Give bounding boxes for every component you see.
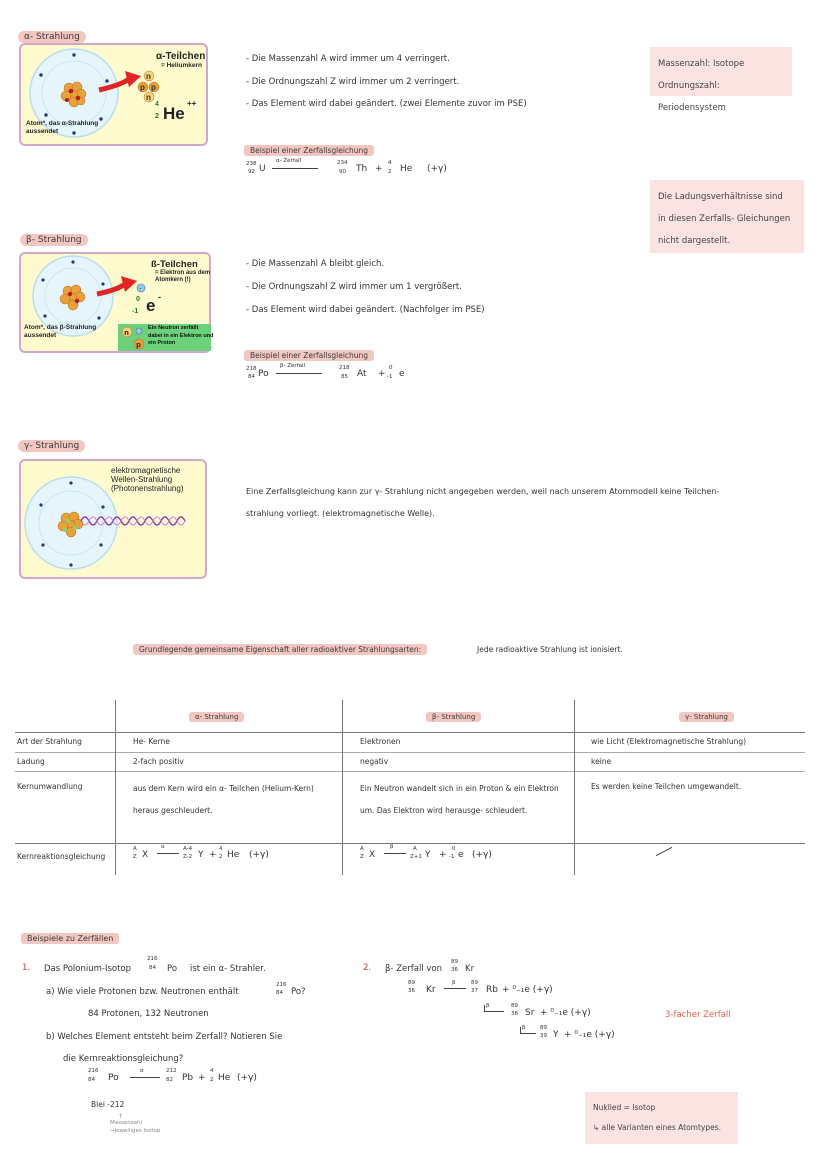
example-2-line-2 bbox=[482, 1003, 632, 1025]
example-2-side-note: 3-facher Zerfall bbox=[665, 1010, 731, 1020]
eq-mass: 0 bbox=[389, 365, 393, 371]
gamma-text-line-1: Eine Zerfallsgleichung kann zur γ- Strahlung nicht angegeben werden, weil nach unserem Atommodell keine Teilchen- bbox=[246, 487, 720, 496]
alpha-illustration bbox=[19, 43, 208, 146]
eq-symbol: Po bbox=[258, 369, 269, 379]
example-2-text: β- Zerfall von bbox=[385, 964, 442, 974]
gamma-illustration bbox=[19, 459, 207, 579]
eq-z: 90 bbox=[339, 169, 346, 175]
eq-mass: 4 bbox=[388, 160, 392, 166]
eq-arrow-label: α bbox=[140, 1068, 144, 1074]
note-line: ↳ alle Varianten eines Atomtypes. bbox=[593, 1123, 722, 1132]
example-1-answer-note-2: →jeweiliges Isotop bbox=[110, 1128, 161, 1134]
eq-arrow bbox=[484, 1011, 504, 1012]
alpha-he-charge: 2 bbox=[155, 113, 159, 120]
eq-plus: + bbox=[375, 164, 383, 174]
eq-rest: + ⁰₋₁e (+γ) bbox=[564, 1030, 615, 1040]
eq-arrow bbox=[384, 853, 406, 854]
eq-mass: 218 bbox=[339, 365, 350, 371]
table-rule bbox=[115, 700, 116, 875]
beta-e-minus: - bbox=[158, 292, 161, 302]
table-cell: negativ bbox=[360, 757, 389, 766]
table-cell: aus dem Kern wird ein α- Teilchen (Helium-Kern) heraus geschleudert. bbox=[133, 784, 314, 815]
eq-symbol: Y bbox=[425, 850, 431, 860]
note-line: Nuklied = Isotop bbox=[593, 1103, 656, 1112]
eq-symbol: He bbox=[227, 850, 240, 860]
table-cell: Es werden keine Teilchen umgewandelt. bbox=[591, 782, 742, 791]
beta-point-1: - Die Massenzahl A bleibt gleich. bbox=[246, 259, 385, 269]
beta-heading: β- Strahlung bbox=[20, 234, 88, 246]
note-ladungsverhaeltnisse bbox=[650, 180, 804, 253]
beta-neutron-note: Ein Neutron zerfällt dabei in ein Elektron und ein Proton bbox=[148, 325, 214, 346]
eq-mass: A-4 bbox=[183, 846, 193, 852]
eq-z: -1 bbox=[387, 374, 393, 380]
beta-atom-caption: Atom*, das β-Strahlung aussendet bbox=[24, 324, 97, 339]
note-line: Die Ladungsverhältnisse sind bbox=[658, 192, 783, 202]
table-cell: 2-fach positiv bbox=[133, 757, 184, 766]
eq-rest: + ⁰₋₁e (+γ) bbox=[540, 1008, 591, 1018]
eq-mass: 89 bbox=[540, 1025, 547, 1031]
eq-rest: + ⁰₋₁e (+γ) bbox=[502, 985, 553, 995]
eq-mass: 89 bbox=[408, 980, 415, 986]
eq-symbol: U bbox=[259, 164, 266, 174]
common-property-value: Jede radioaktive Strahlung ist ionisiert. bbox=[477, 645, 623, 654]
note-line: in diesen Zerfalls- Gleichungen bbox=[658, 214, 791, 224]
alpha-example-equation bbox=[244, 160, 464, 182]
example-2-iso-mass: 89 bbox=[451, 959, 458, 965]
alpha-point-1: - Die Massenzahl A wird immer um 4 verringert. bbox=[246, 54, 450, 64]
example-1-qa-symbol: Po? bbox=[291, 987, 306, 997]
beta-example-equation bbox=[244, 365, 444, 387]
eq-arrow-label: β bbox=[522, 1025, 526, 1031]
eq-z: 39 bbox=[540, 1033, 547, 1039]
beta-e-mass: 0 bbox=[136, 296, 140, 303]
example-1-iso-z: 84 bbox=[149, 965, 156, 971]
beta-illustration bbox=[19, 252, 214, 353]
eq-mass: 0 bbox=[452, 846, 456, 852]
eq-plus: + bbox=[198, 1073, 206, 1083]
alpha-particle-title: α-Teilchen bbox=[156, 51, 206, 62]
eq-arrow bbox=[157, 853, 179, 854]
svg-text:-: - bbox=[139, 285, 142, 292]
alpha-particle-subtitle: = Heliumkern bbox=[161, 62, 203, 69]
eq-arrow-label: β bbox=[390, 844, 394, 850]
example-2-iso-symbol: Kr bbox=[465, 964, 475, 974]
beta-point-2: - Die Ordnungszahl Z wird immer um 1 vergrößert. bbox=[246, 282, 462, 292]
eq-gamma: (+γ) bbox=[249, 850, 269, 860]
eq-arrow-label: α- Zerfall bbox=[276, 158, 302, 164]
table-cell: He- Kerne bbox=[133, 737, 170, 746]
examples-heading: Beispiele zu Zerfällen bbox=[21, 933, 119, 944]
eq-z: 2 bbox=[388, 169, 392, 175]
eq-arrow bbox=[272, 168, 318, 169]
alpha-he-mass: 4 bbox=[155, 101, 159, 108]
eq-arrow-label: β- Zerfall bbox=[280, 363, 306, 369]
common-property-label: Grundlegende gemeinsame Eigenschaft aller radioaktiver Strahlungsarten: bbox=[133, 644, 427, 655]
svg-text:n: n bbox=[146, 72, 151, 81]
eq-mass: 238 bbox=[246, 161, 257, 167]
table-rule bbox=[574, 700, 575, 875]
note-line: Ordnungszahl: Periodensystem bbox=[658, 81, 726, 113]
eq-symbol: Th bbox=[356, 164, 368, 174]
example-2-number: 2. bbox=[363, 963, 372, 973]
eq-symbol: Kr bbox=[426, 985, 436, 995]
table-row-label: Ladung bbox=[17, 757, 45, 766]
eq-mass: 4 bbox=[219, 846, 223, 852]
eq-gamma: (+γ) bbox=[237, 1073, 257, 1083]
gamma-no-equation-dash bbox=[656, 847, 672, 856]
example-1-arrow-up: ↑ bbox=[118, 1113, 124, 1120]
alpha-he-symbol: He bbox=[163, 104, 185, 123]
table-rule bbox=[15, 771, 805, 772]
alpha-heading: α- Strahlung bbox=[18, 31, 86, 43]
table-row-label: Kernreaktionsgleichung bbox=[17, 852, 106, 861]
example-2-line-1 bbox=[408, 980, 608, 1002]
example-1-text: Das Polonium-Isotop bbox=[44, 964, 132, 974]
eq-mass: A bbox=[133, 846, 137, 852]
eq-z: Z bbox=[133, 854, 137, 860]
eq-symbol: At bbox=[357, 369, 367, 379]
eq-symbol: Po bbox=[108, 1073, 119, 1083]
eq-z: 84 bbox=[248, 374, 255, 380]
table-rule bbox=[15, 843, 805, 844]
note-line: nicht dargestellt. bbox=[658, 236, 731, 246]
svg-text:n: n bbox=[124, 329, 129, 337]
gamma-caption: elektromagnetische Wellen-Strahlung (Photonenstrahlung) bbox=[111, 466, 184, 493]
alpha-point-3: - Das Element wird dabei geändert. (zwei Elemente zuvor im PSE) bbox=[246, 99, 527, 109]
eq-symbol: e bbox=[458, 850, 464, 860]
eq-symbol: X bbox=[142, 850, 149, 860]
beta-particle-subtitle: = Elektron aus dem Atomkern (!) bbox=[155, 270, 211, 283]
eq-plus: + bbox=[209, 850, 217, 860]
table-row-label: Art der Strahlung bbox=[17, 737, 82, 746]
eq-z: Z-2 bbox=[183, 854, 193, 860]
eq-symbol: Sr bbox=[525, 1008, 535, 1018]
eq-mass: 218 bbox=[246, 366, 257, 372]
table-rule bbox=[342, 700, 343, 875]
example-1-answer-b: Blei -212 bbox=[91, 1100, 125, 1109]
eq-arrow-label: α bbox=[161, 844, 165, 850]
eq-symbol: He bbox=[218, 1073, 231, 1083]
eq-plus: + bbox=[378, 369, 386, 379]
eq-mass: 89 bbox=[471, 980, 478, 986]
beta-example-heading: Beispiel einer Zerfallsgleichung bbox=[244, 350, 374, 361]
alpha-example-heading: Beispiel einer Zerfallsgleichung bbox=[244, 145, 374, 156]
example-1-answer-note-1: Massenzahl bbox=[110, 1120, 142, 1126]
eq-gamma: (+γ) bbox=[427, 164, 447, 174]
eq-symbol: Pb bbox=[182, 1073, 194, 1083]
table-header-alpha: α- Strahlung bbox=[189, 712, 244, 722]
example-1-iso-mass: 216 bbox=[147, 956, 158, 962]
eq-z: -1 bbox=[449, 854, 455, 860]
example-1-qa-mass: 216 bbox=[276, 982, 287, 988]
note-nuklied bbox=[585, 1092, 738, 1144]
alpha-atom-caption: Atom*, das α-Strahlung aussendet bbox=[26, 120, 99, 135]
beta-point-3: - Das Element wird dabei geändert. (Nachfolger im PSE) bbox=[246, 305, 485, 315]
eq-symbol: e bbox=[399, 369, 405, 379]
eq-arrow bbox=[444, 988, 466, 989]
table-header-beta: β- Strahlung bbox=[426, 712, 481, 722]
eq-symbol: Y bbox=[198, 850, 204, 860]
alpha-he-ions: ++ bbox=[187, 99, 197, 108]
eq-mass: 89 bbox=[511, 1003, 518, 1009]
eq-z: 36 bbox=[408, 988, 415, 994]
example-1-equation bbox=[88, 1068, 268, 1090]
beta-e-charge: -1 bbox=[132, 308, 139, 315]
table-row-label: Kernumwandlung bbox=[17, 782, 83, 791]
eq-mass: 212 bbox=[166, 1068, 177, 1074]
alpha-point-2: - Die Ordnungszahl Z wird immer um 2 verringert. bbox=[246, 77, 460, 87]
eq-gamma: (+γ) bbox=[472, 850, 492, 860]
eq-symbol: He bbox=[400, 164, 413, 174]
eq-z: 84 bbox=[88, 1077, 95, 1083]
example-2-line-3 bbox=[518, 1025, 668, 1047]
gamma-heading: γ- Strahlung bbox=[18, 440, 85, 452]
eq-z: 37 bbox=[471, 988, 478, 994]
eq-mass: 4 bbox=[210, 1068, 214, 1074]
eq-z: 92 bbox=[248, 169, 255, 175]
eq-z: 2 bbox=[219, 854, 223, 860]
table-eq-beta bbox=[360, 846, 550, 866]
eq-arrow bbox=[276, 373, 322, 374]
comparison-table bbox=[15, 700, 815, 880]
svg-text:p: p bbox=[140, 83, 145, 92]
example-1-iso-symbol: Po bbox=[167, 964, 178, 974]
svg-text:p: p bbox=[151, 83, 156, 92]
table-eq-alpha bbox=[133, 846, 323, 866]
eq-arrow-label: β bbox=[452, 980, 456, 986]
example-1-answer-a: 84 Protonen, 132 Neutronen bbox=[88, 1009, 209, 1019]
eq-z: Z+1 bbox=[410, 854, 422, 860]
svg-text:p: p bbox=[136, 341, 142, 349]
eq-z: 38 bbox=[511, 1011, 518, 1017]
eq-mass: 216 bbox=[88, 1068, 99, 1074]
eq-z: 85 bbox=[341, 374, 348, 380]
table-cell: Ein Neutron wandelt sich in ein Proton & ein Elektron um. Das Elektron wird herausge- schleudert. bbox=[360, 784, 559, 815]
svg-text:n: n bbox=[146, 93, 151, 102]
eq-plus: + bbox=[439, 850, 447, 860]
example-1-question-b: b) Welches Element entsteht beim Zerfall? Notieren Sie bbox=[46, 1032, 283, 1042]
example-1-number: 1. bbox=[22, 963, 31, 973]
table-header-gamma: γ- Strahlung bbox=[679, 712, 734, 722]
eq-symbol: Rb bbox=[486, 985, 498, 995]
eq-z: 2 bbox=[210, 1077, 214, 1083]
eq-symbol: X bbox=[369, 850, 376, 860]
table-cell: keine bbox=[591, 757, 612, 766]
table-cell: Elektronen bbox=[360, 737, 401, 746]
eq-symbol: Y bbox=[553, 1030, 559, 1040]
eq-arrow-label: β bbox=[486, 1003, 490, 1009]
table-cell: wie Licht (Elektromagnetische Strahlung) bbox=[591, 737, 747, 746]
example-1-question-a: a) Wie viele Protonen bzw. Neutronen enthält bbox=[46, 987, 239, 997]
example-1-qa-z: 84 bbox=[276, 990, 283, 996]
beta-particle-title: ß-Teilchen bbox=[151, 259, 198, 270]
example-2-iso-z: 36 bbox=[451, 967, 458, 973]
beta-e-symbol: e bbox=[146, 296, 156, 315]
eq-arrow bbox=[130, 1077, 160, 1078]
eq-mass: A bbox=[360, 846, 364, 852]
gamma-text-line-2: strahlung vorliegt. (elektromagnetische Welle). bbox=[246, 509, 435, 518]
eq-arrow bbox=[520, 1033, 536, 1034]
eq-mass: 234 bbox=[337, 160, 348, 166]
note-line: Massenzahl: Isotope bbox=[658, 59, 745, 69]
note-massenzahl bbox=[650, 47, 792, 113]
eq-z: 82 bbox=[166, 1077, 173, 1083]
example-1-question-b-2: die Kernreaktionsgleichung? bbox=[63, 1054, 184, 1064]
example-1-text-2: ist ein α- Strahler. bbox=[190, 964, 266, 974]
eq-z: Z bbox=[360, 854, 364, 860]
eq-mass: A bbox=[413, 846, 417, 852]
